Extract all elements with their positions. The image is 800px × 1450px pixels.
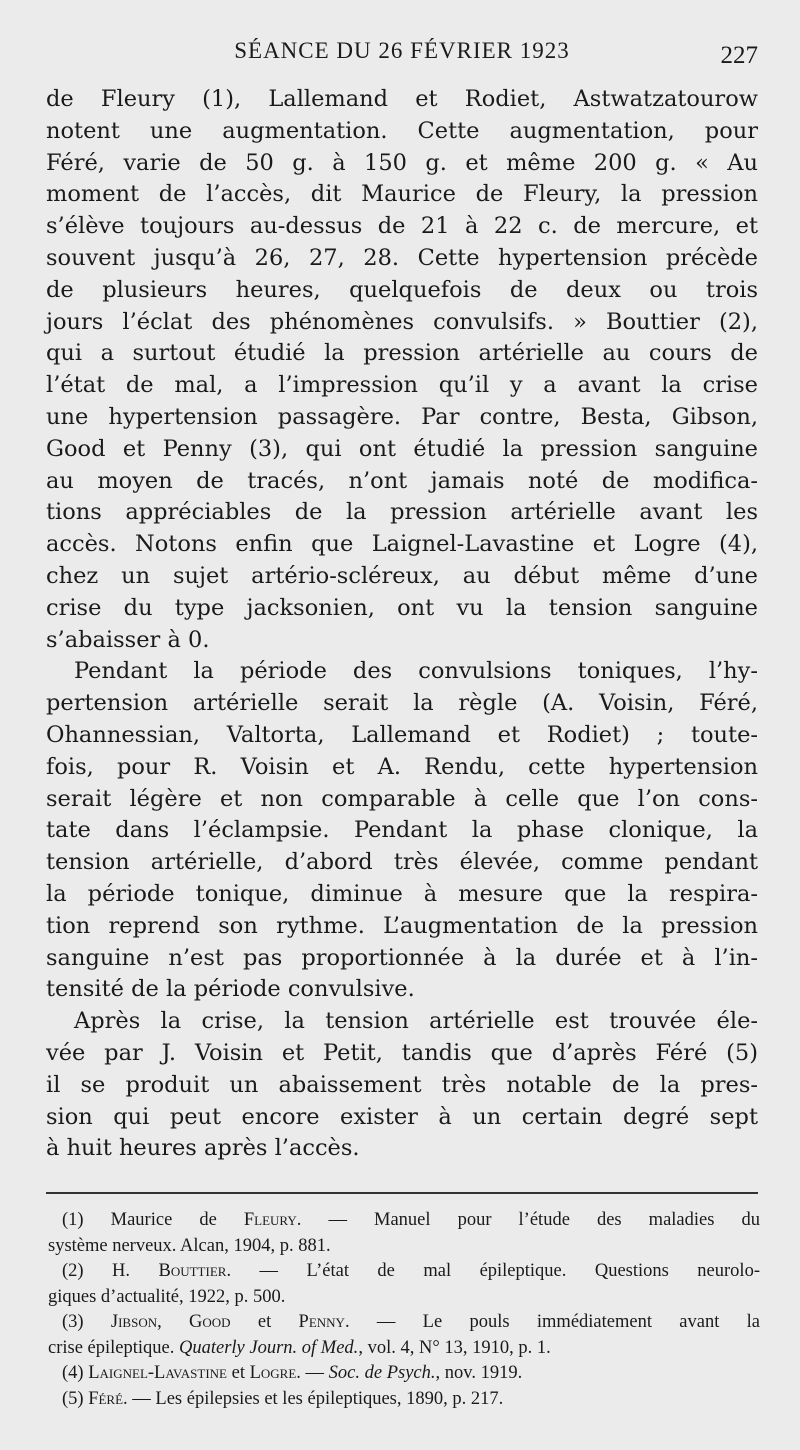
text-line: Après la crise, la tension artérielle est trouvée éle- <box>74 1008 758 1035</box>
footnote-author-surname: Jibson, Good <box>110 1312 231 1332</box>
text-line: tions appréciables de la pression artérielle avant les <box>46 499 758 526</box>
text-line: s’élève toujours au-dessus de 21 à 22 c. de mercure, et <box>46 213 758 240</box>
footnote-title: . — Les épilepsies et les épileptiques, 1890, p. 217. <box>123 1388 504 1409</box>
text-line: fois, pour R. Voisin et A. Rendu, cette hypertension <box>46 753 758 780</box>
text-line: Pendant la période des convulsions toniques, l’hy- <box>74 658 758 685</box>
footnote-rule <box>46 1192 758 1194</box>
footnote-author-surname: Logre <box>249 1363 297 1383</box>
page-number: 227 <box>720 42 758 69</box>
footnotes <box>48 1208 760 1412</box>
footnote-author-surname: Bouttier <box>158 1261 227 1281</box>
footnote-author-surname: Penny <box>298 1312 345 1332</box>
footnote-author-surname: Fleury <box>243 1210 297 1230</box>
footnote-1 <box>48 1208 760 1259</box>
running-title: SÉANCE DU 26 FÉVRIER 1923 <box>234 38 570 63</box>
footnote-conjunction: et <box>226 1363 250 1383</box>
text-line: jours l’éclat des phénomènes convulsifs. » Bouttier (2), <box>46 308 758 335</box>
footnote-line: giques d’actualité, 1922, p. 500. <box>48 1286 286 1307</box>
paragraph-3 <box>46 1006 758 1165</box>
footnote-title: . — L’état de mal épileptique. Questions neurolo- <box>226 1261 760 1281</box>
text-line: Ohannessian, Valtorta, Lallemand et Rodiet) ; toute- <box>46 721 758 748</box>
text-line: vée par J. Voisin et Petit, tandis que d’après Féré (5) <box>46 1039 758 1066</box>
footnote-reference: , vol. 4, N° 13, 1910, p. 1. <box>358 1337 551 1358</box>
paragraph-2 <box>46 656 758 1006</box>
text-line: la période tonique, diminue à mesure que la respira- <box>46 880 758 907</box>
text-line: moment de l’accès, dit Maurice de Fleury, la pression <box>46 181 758 208</box>
text-line: chez un sujet artério-scléreux, au début même d’une <box>46 562 758 589</box>
footnote-number: (5) <box>62 1388 84 1409</box>
text-line: l’état de mal, a l’impression qu’il y a avant la crise <box>46 372 758 399</box>
footnote-journal: Soc. de Psych. <box>328 1363 436 1383</box>
text-line: sanguine n’est pas proportionnée à la durée et à l’in- <box>46 944 758 971</box>
footnote-title: . — Manuel pour l’étude des maladies du <box>296 1210 760 1230</box>
text-line: pertension artérielle serait la règle (A. Voisin, Féré, <box>46 690 758 717</box>
footnote-3 <box>48 1310 760 1361</box>
text-line: de plusieurs heures, quelquefois de deux ou trois <box>46 276 758 303</box>
paragraph-1 <box>46 84 758 656</box>
footnote-line <box>48 1310 760 1336</box>
footnote-number: (3) <box>62 1312 84 1332</box>
body-text <box>46 84 758 1165</box>
text-line: tension artérielle, d’abord très élevée, comme pendant <box>46 849 758 876</box>
footnote-number: (2) <box>62 1261 84 1281</box>
footnote-number: (1) <box>62 1210 84 1230</box>
footnote-author-surname: Laignel-Lavastine <box>88 1363 227 1383</box>
footnote-2 <box>48 1259 760 1310</box>
footnote-author-surname: Féré <box>88 1388 124 1409</box>
footnote-number: (4) <box>62 1363 84 1383</box>
footnote-line <box>48 1208 760 1234</box>
text-line: tion reprend son rythme. L’augmentation de la pression <box>46 912 758 939</box>
footnote-reference: , nov. 1919. <box>435 1363 523 1383</box>
footnote-title: . — Le pouls immédiatement avant la <box>344 1312 760 1332</box>
text-line: il se produit un abaissement très notable de la pres- <box>46 1071 758 1098</box>
text-line: serait légère et non comparable à celle que l’on cons- <box>46 785 758 812</box>
text-line: au moyen de tracés, n’ont jamais noté de modifica- <box>46 467 758 494</box>
footnote-line <box>48 1259 760 1285</box>
footnote-journal: Quaterly Journ. of Med. <box>179 1337 359 1358</box>
footnote-line <box>48 1361 760 1387</box>
text-line: s’abaisser à 0. <box>46 626 210 653</box>
text-line: sion qui peut encore exister à un certain degré sept <box>46 1103 758 1130</box>
text-line: à huit heures après l’accès. <box>46 1135 360 1162</box>
footnote-conjunction: et <box>230 1312 299 1332</box>
footnote-line: système nerveux. Alcan, 1904, p. 881. <box>48 1235 331 1256</box>
footnote-line <box>48 1387 760 1413</box>
text-line: notent une augmentation. Cette augmentation, pour <box>46 117 758 144</box>
text-line: qui a surtout étudié la pression artérielle au cours de <box>46 340 758 367</box>
text-line: Féré, varie de 50 g. à 150 g. et même 200 g. « Au <box>46 149 758 176</box>
text-line: de Fleury (1), Lallemand et Rodiet, Astwatzatourow <box>46 86 758 112</box>
running-head <box>46 36 758 76</box>
text-line: une hypertension passagère. Par contre, Besta, Gibson, <box>46 403 758 430</box>
text-line: tensité de la période convulsive. <box>46 976 415 1003</box>
footnote-title: crise épileptique. <box>48 1337 179 1358</box>
text-line: accès. Notons enfin que Laignel-Lavastine et Logre (4), <box>46 531 758 558</box>
footnote-4 <box>48 1361 760 1387</box>
text-line: crise du type jacksonien, ont vu la tension sanguine <box>46 594 758 621</box>
text-line: souvent jusqu’à 26, 27, 28. Cette hypertension précède <box>46 244 758 271</box>
footnote-separator: . — <box>296 1363 329 1383</box>
footnote-5 <box>48 1387 760 1413</box>
footnote-line <box>48 1336 760 1362</box>
text-line: tate dans l’éclampsie. Pendant la phase clonique, la <box>46 817 758 844</box>
footnote-author: H. <box>112 1261 159 1281</box>
footnote-author: Maurice de <box>110 1210 244 1230</box>
text-line: Good et Penny (3), qui ont étudié la pression sanguine <box>46 435 758 462</box>
